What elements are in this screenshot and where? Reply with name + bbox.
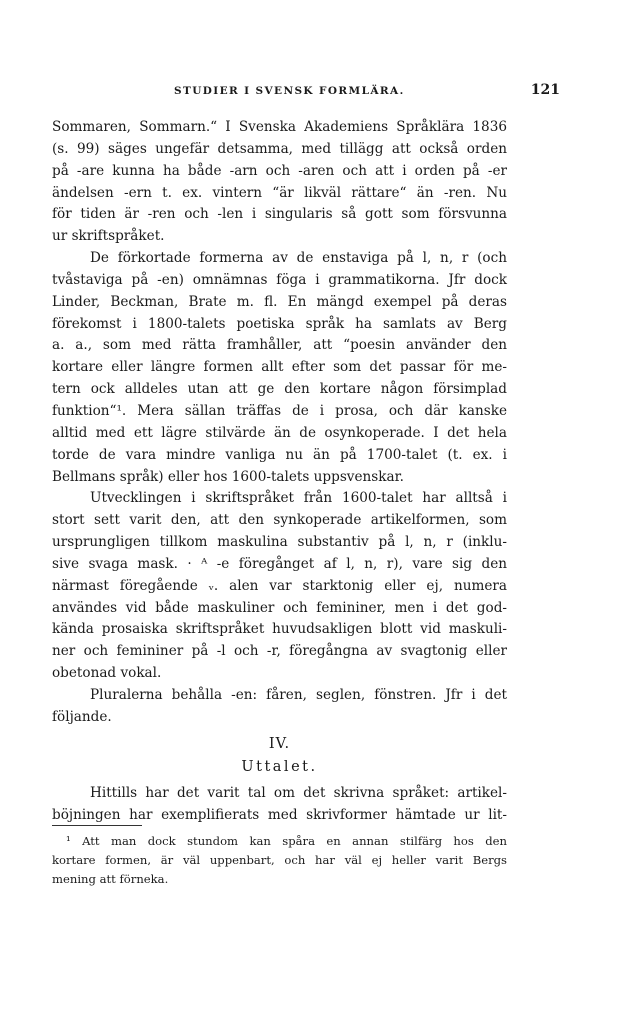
footnote-line: mening att förneka. <box>52 872 169 886</box>
section-body-text <box>52 783 507 827</box>
text-line: ursprungligen tillkom maskulina substantiv på l, n, r (inklu- <box>52 534 507 551</box>
text-line: Bellmans språk) eller hos 1600-talets uppsvenskar. <box>52 468 404 485</box>
text-line: Utvecklingen i skriftspråket från 1600-talet har alltså i <box>90 490 507 507</box>
text-line: (s. 99) säges ungefär detsamma, med tillägg att också orden <box>52 140 507 157</box>
text-line: stort sett varit den, att den synkoperade artikelformen, som <box>52 512 507 529</box>
text-line: ur skriftspråket. <box>52 228 165 245</box>
text-line: användes vid både maskuliner och femininer, men i det god- <box>52 599 507 616</box>
footnote-text <box>52 832 507 889</box>
text-line: sive svaga mask. · ᴬ -e föregånget af l, n, r), vare sig den <box>52 555 507 572</box>
text-line: Sommaren, Sommarn.“ I Svenska Akademiens Språklära 1836 <box>52 119 507 135</box>
text-line: kortare eller längre formen allt efter som det passar för me- <box>52 359 507 376</box>
text-line: Pluralerna behålla -en: fåren, seglen, fönstren. Jfr i det <box>90 686 507 703</box>
footnote-divider <box>52 825 142 826</box>
text-line: böjningen har exemplifierats med skrivformer hämtade ur lit- <box>52 806 507 823</box>
footnote-line: ¹ Att man dock stundom kan spåra en annan stilfärg hos den <box>66 834 507 848</box>
footnote-line: kortare formen, är väl uppenbart, och har väl ej heller varit Bergs <box>52 853 507 867</box>
text-line: tern ock alldeles utan att ge den kortare någon försimplad <box>52 381 507 398</box>
text-line: funktion“¹. Mera sällan träffas de i prosa, och där kanske <box>52 402 507 419</box>
text-line: ändelsen -ern t. ex. vintern “är likväl rättare“ än -ren. Nu <box>52 184 507 201</box>
text-line: alltid med ett lägre stilvärde än de osynkoperade. I det hela <box>52 424 507 441</box>
running-title: STUDIER I SVENSK FORMLÄRA. <box>174 85 405 97</box>
text-line: a. a., som med rätta framhåller, att “poesin använder den <box>52 337 507 354</box>
text-line: förekomst i 1800-talets poetiska språk ha samlats av Berg <box>52 315 507 332</box>
page-number: 121 <box>530 82 560 98</box>
text-line: torde de vara mindre vanliga nu än på 1700-talet (t. ex. i <box>52 446 507 463</box>
body-text <box>52 117 507 729</box>
text-line: på -are kunna ha både -arn och -aren och att i orden på -er <box>52 162 507 179</box>
text-line: Hittills har det varit tal om det skrivna språket: artikel- <box>90 785 507 801</box>
text-line: ner och femininer på -l och -r, föregångna av svagtonig eller <box>52 643 507 660</box>
text-line: obetonad vokal. <box>52 665 162 682</box>
text-line: tvåstaviga på -en) omnämnas föga i grammatikorna. Jfr dock <box>52 271 507 288</box>
section-number: IV. <box>268 736 291 752</box>
text-line: närmast föregående ᵥ. alen var starktonig eller ej, numera <box>52 577 507 594</box>
text-line: följande. <box>52 708 112 725</box>
text-line: för tiden är -ren och -len i singularis så gott som försvunna <box>52 206 507 223</box>
text-line: kända prosaiska skriftspråket huvudsakligen blott vid maskuli- <box>52 621 507 638</box>
section-title: Uttalet. <box>241 759 318 775</box>
text-line: Linder, Beckman, Brate m. fl. En mängd exempel på deras <box>52 293 507 310</box>
text-line: De förkortade formerna av de enstaviga på l, n, r (och <box>90 250 507 267</box>
